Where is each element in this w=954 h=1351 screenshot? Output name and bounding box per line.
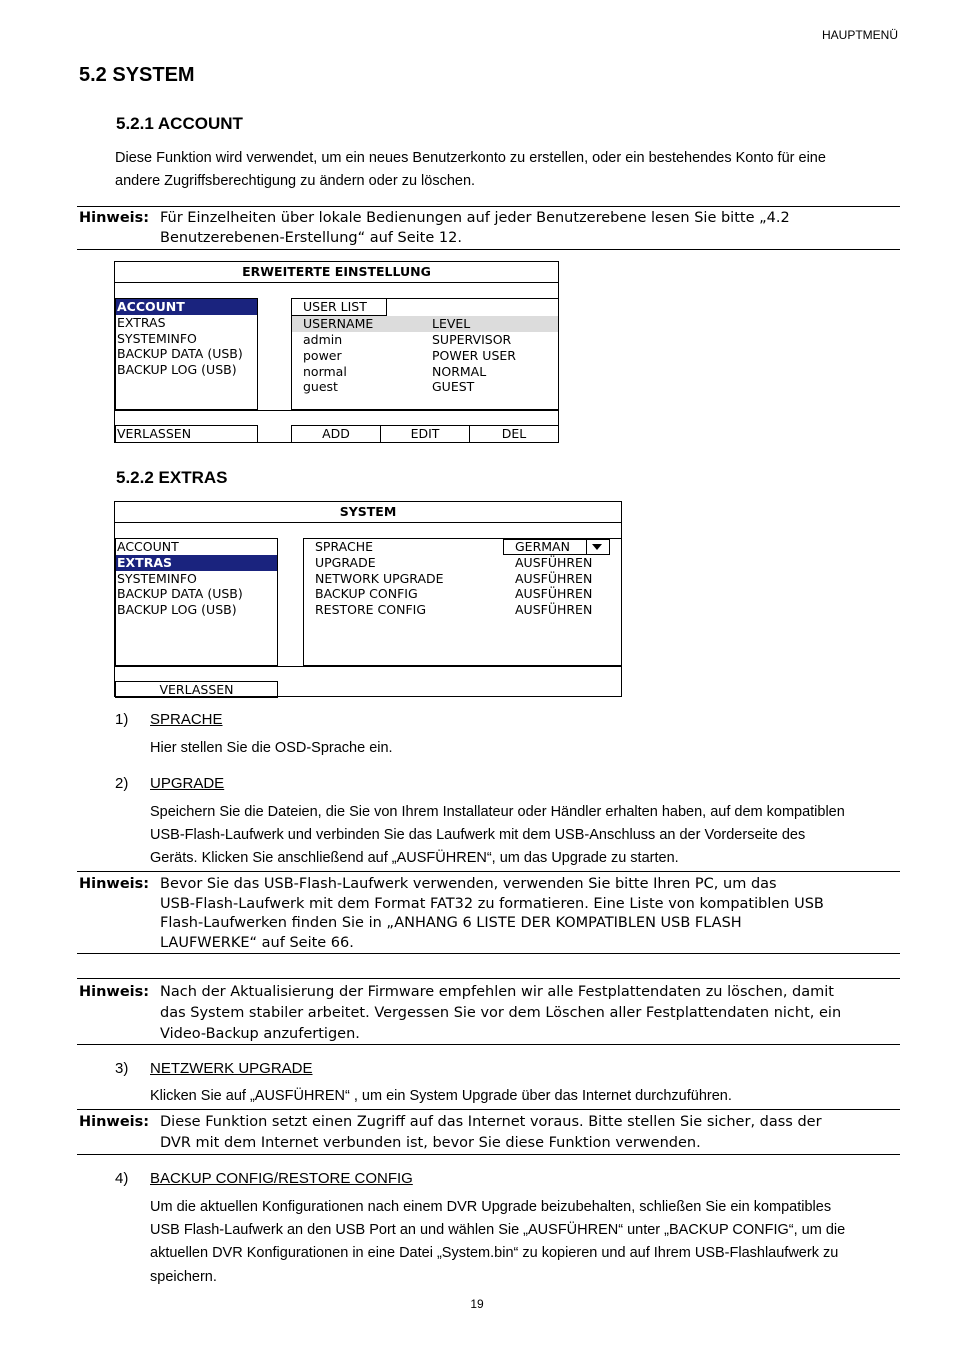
username-cell: guest	[303, 379, 338, 395]
account-intro-line-1: Diese Funktion wird verwendet, um ein neues Benutzerkonto zu erstellen, oder ein bestehendes Konto für eine	[115, 150, 826, 166]
item-text: Um die aktuellen Konfigurationen nach einem DVR Upgrade beizubehalten, schließen Sie ein kompatibles	[150, 1199, 832, 1215]
setting-row-restore-config	[304, 602, 621, 618]
menu-item-extras[interactable]: EXTRAS	[117, 314, 166, 330]
menu-item-backup-data[interactable]: BACKUP DATA (USB)	[117, 586, 243, 602]
note-line: Für Einzelheiten über lokale Bedienungen auf jeder Benutzerebene lesen Sie bitte „4.2	[160, 210, 790, 226]
note-line: Diese Funktion setzt einen Zugriff auf das Internet voraus. Bitte stellen Sie sicher, dass der	[160, 1114, 822, 1130]
extras-heading: 5.2.2 EXTRAS	[116, 468, 228, 487]
item-text: Hier stellen Sie die OSD-Sprache ein.	[150, 740, 393, 756]
username-cell: normal	[303, 363, 347, 379]
menu-item-account[interactable]: ACCOUNT	[117, 539, 179, 554]
setting-row-language	[304, 539, 621, 555]
table-row[interactable]	[292, 332, 558, 348]
col-level: LEVEL	[432, 316, 471, 331]
item-title-upgrade: UPGRADE	[150, 775, 225, 792]
add-button[interactable]: ADD	[291, 425, 381, 443]
username-cell: power	[303, 347, 342, 363]
menu-item-backup-data[interactable]: BACKUP DATA (USB)	[117, 346, 243, 362]
setting-label: BACKUP CONFIG	[315, 586, 418, 602]
note-label: Hinweis:	[79, 984, 150, 1000]
level-cell: NORMAL	[432, 363, 487, 379]
note-line: DVR mit dem Internet verbunden ist, bevor Sie diese Funktion verwenden.	[160, 1135, 701, 1151]
table-row[interactable]	[292, 379, 558, 395]
divider	[115, 666, 621, 667]
user-table-header	[292, 316, 558, 332]
menu-item-systeminfo[interactable]: SYSTEMINFO	[117, 330, 197, 346]
edit-button[interactable]: EDIT	[380, 425, 470, 443]
divider	[586, 539, 587, 555]
language-select-value: GERMAN	[515, 539, 570, 554]
setting-label: SPRACHE	[315, 539, 374, 554]
setting-row-network-upgrade	[304, 571, 621, 587]
screen-title: SYSTEM	[115, 502, 621, 523]
account-note	[77, 206, 900, 250]
list-number: 1)	[115, 711, 129, 728]
setting-label: UPGRADE	[315, 554, 376, 570]
menu-item-systeminfo[interactable]: SYSTEMINFO	[117, 570, 197, 586]
menu-item-backup-log[interactable]: BACKUP LOG (USB)	[117, 362, 237, 378]
page-number: 19	[470, 1297, 484, 1311]
note-line: Video-Backup anzufertigen.	[160, 1026, 360, 1042]
exit-button[interactable]: VERLASSEN	[115, 681, 278, 698]
menu-item-account[interactable]: ACCOUNT	[116, 299, 257, 315]
note-label: Hinweis:	[79, 210, 150, 226]
extras-screen	[114, 501, 622, 697]
note-line: das System stabiler arbeitet. Vergessen Sie vor dem Löschen aller Festplattendaten nicht, ein	[160, 1005, 842, 1021]
spacer	[115, 283, 558, 298]
caret-down-icon[interactable]	[592, 544, 602, 550]
level-cell: SUPERVISOR	[432, 332, 512, 347]
running-header: HAUPTMENÜ	[821, 28, 898, 42]
execute-button[interactable]: AUSFÜHREN	[515, 570, 593, 586]
list-number: 4)	[115, 1170, 129, 1187]
level-cell: POWER USER	[432, 347, 516, 363]
tab-user-list[interactable]: USER LIST	[292, 299, 387, 316]
menu-item-backup-log[interactable]: BACKUP LOG (USB)	[117, 602, 237, 618]
list-number: 2)	[115, 775, 129, 792]
section-title: 5.2 SYSTEM	[79, 64, 195, 86]
network-note	[77, 1109, 900, 1155]
item-title-sprache: SPRACHE	[150, 711, 223, 728]
setting-row-upgrade	[304, 555, 621, 571]
user-table-body	[292, 332, 558, 395]
upgrade-note-firmware	[77, 978, 900, 1045]
note-label: Hinweis:	[79, 876, 150, 892]
screen-title: ERWEITERTE EINSTELLUNG	[115, 262, 558, 283]
extras-settings-panel	[303, 538, 622, 666]
table-row[interactable]	[292, 348, 558, 364]
execute-button[interactable]: AUSFÜHREN	[515, 554, 593, 570]
divider	[115, 410, 558, 411]
note-label: Hinweis:	[79, 1114, 150, 1130]
user-list-panel	[291, 298, 559, 410]
item-text: Speichern Sie die Dateien, die Sie von Ihrem Installateur oder Händler erhalten haben, auf dem kompatiblen	[150, 804, 845, 820]
item-title-backup-restore: BACKUP CONFIG/RESTORE CONFIG	[150, 1170, 413, 1187]
setting-label: RESTORE CONFIG	[315, 602, 427, 618]
table-row[interactable]	[292, 364, 558, 380]
item-title-network-upgrade: NETZWERK UPGRADE	[150, 1060, 313, 1077]
execute-button[interactable]: AUSFÜHREN	[515, 586, 593, 602]
execute-button[interactable]: AUSFÜHREN	[515, 602, 593, 618]
exit-button[interactable]: VERLASSEN	[115, 425, 258, 443]
item-text: speichern.	[150, 1269, 217, 1285]
note-line: Nach der Aktualisierung der Firmware empfehlen wir alle Festplattendaten zu löschen, damit	[160, 984, 834, 1000]
col-username: USERNAME	[303, 316, 374, 331]
menu-item-extras[interactable]: EXTRAS	[116, 555, 277, 571]
item-text: USB Flash-Laufwerk an den USB Port an und wählen Sie „AUSFÜHREN“ unter „BACKUP CONFIG“, um die	[150, 1222, 846, 1238]
upgrade-note-usb	[77, 871, 900, 954]
note-line: USB-Flash-Laufwerk mit dem Format FAT32 zu formatieren. Eine Liste von kompatiblen USB	[160, 896, 824, 912]
delete-button[interactable]: DEL	[469, 425, 559, 443]
account-intro-line-2: andere Zugriffsberechtigung zu ändern oder zu löschen.	[115, 173, 476, 189]
side-menu	[115, 538, 278, 666]
list-number: 3)	[115, 1060, 129, 1077]
item-text: aktuellen DVR Konfigurationen in eine Datei „System.bin“ zu kopieren und auf Ihrem USB-Flashlaufwerk zu	[150, 1245, 839, 1261]
account-heading: 5.2.1 ACCOUNT	[116, 114, 243, 133]
item-text: USB-Flash-Laufwerk und verbinden Sie das Laufwerk mit dem USB-Anschluss an der Vorderseite des	[150, 827, 806, 843]
note-line: LAUFWERKE“ auf Seite 66.	[160, 935, 354, 951]
note-line: Benutzerebenen-Erstellung“ auf Seite 12.	[160, 230, 462, 246]
setting-label: NETWORK UPGRADE	[315, 570, 444, 586]
account-screen	[114, 261, 559, 443]
item-text: Klicken Sie auf „AUSFÜHREN“ , um ein System Upgrade über das Internet durchzuführen.	[150, 1088, 732, 1104]
level-cell: GUEST	[432, 379, 475, 395]
item-text: Geräts. Klicken Sie anschließend auf „AUSFÜHREN“, um das Upgrade zu starten.	[150, 850, 679, 866]
note-line: Bevor Sie das USB-Flash-Laufwerk verwenden, verwenden Sie bitte Ihren PC, um das	[160, 876, 777, 892]
note-line: Flash-Laufwerken finden Sie in „ANHANG 6 LISTE DER KOMPATIBLEN USB FLASH	[160, 915, 742, 931]
side-menu	[115, 298, 258, 410]
setting-row-backup-config	[304, 586, 621, 602]
username-cell: admin	[303, 332, 343, 347]
language-select[interactable]	[503, 539, 610, 555]
